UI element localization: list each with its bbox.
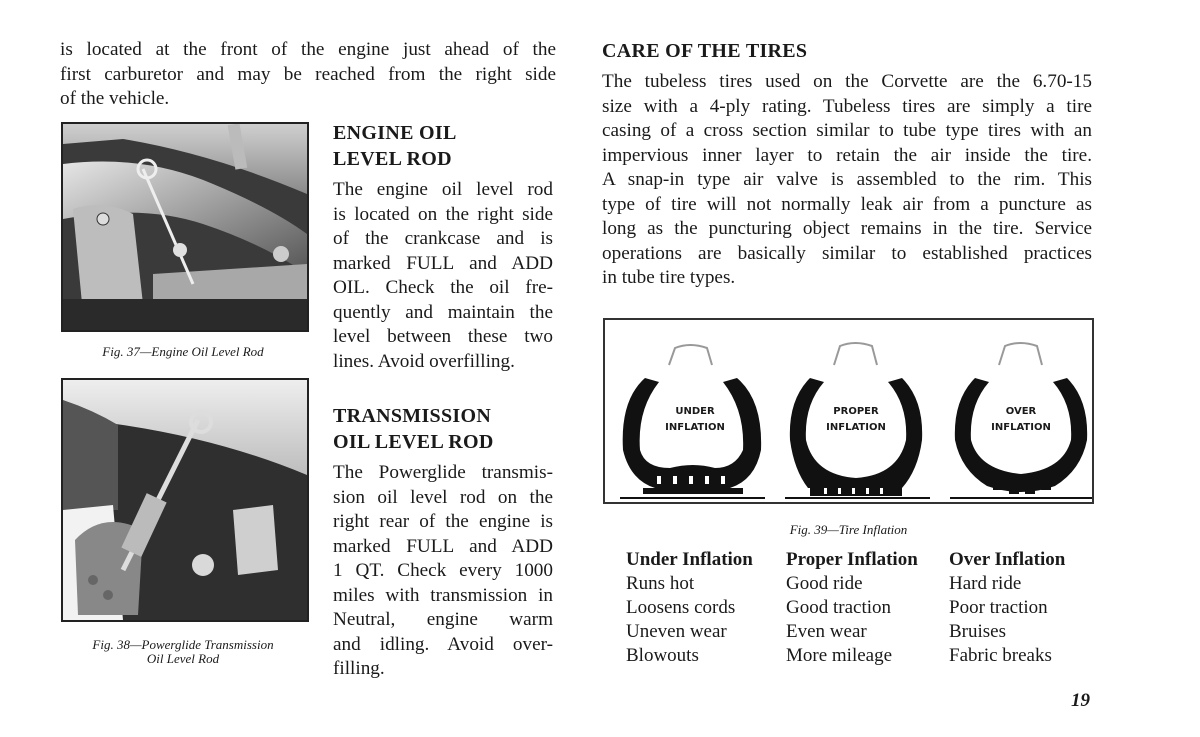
engine-oil-line: of the crankcase and is xyxy=(333,228,553,249)
engine-oil-line: quently and maintain the xyxy=(333,301,553,323)
fig38-caption xyxy=(61,638,305,666)
table-cell: Poor traction xyxy=(949,597,1048,618)
table-cell: Good traction xyxy=(786,597,892,618)
fig37-caption: Fig. 37—Engine Oil Level Rod xyxy=(102,344,264,359)
table-cell: Loosens cords xyxy=(626,597,736,618)
tires-line: The tubeless tires used on the Corvette are the 6.70-15 xyxy=(602,71,1092,92)
table-cell: Hard ride xyxy=(949,573,1022,594)
tires-line: long as the puncturing object remains in the tire. Service xyxy=(602,218,1092,239)
tires-line: operations are basically similar to established practices xyxy=(602,242,1092,264)
page-number: 19 xyxy=(1071,690,1090,711)
engine-oil-line: The engine oil level rod xyxy=(333,179,553,200)
intro-line: is located at the front of the engine just ahead of the xyxy=(60,39,556,60)
table-cell: Even wear xyxy=(786,621,867,642)
engine-oil-heading: ENGINE OIL xyxy=(333,122,457,144)
intro-paragraph xyxy=(60,38,556,112)
proper-inflation-label xyxy=(791,404,921,436)
fig37-engine-oil-rod-photo xyxy=(61,122,309,332)
transmission-line: Neutral, engine warm xyxy=(333,609,553,630)
over-inflation-label xyxy=(956,404,1086,436)
table-cell: Uneven wear xyxy=(626,621,727,642)
engine-oil-heading: LEVEL ROD xyxy=(333,148,452,170)
tire-label-line: PROPER xyxy=(833,406,879,417)
transmission-section xyxy=(333,403,553,682)
tires-line: casing of a cross section similar to tube type tires with an xyxy=(602,120,1092,141)
engine-oil-line: marked FULL and ADD xyxy=(333,252,553,274)
intro-line: first carburetor and may be reached from the right side xyxy=(60,63,556,85)
tire-label-line: INFLATION xyxy=(665,422,725,433)
tires-section xyxy=(602,38,1092,291)
transmission-heading: TRANSMISSION xyxy=(333,405,492,427)
table-cell: Good ride xyxy=(786,573,863,594)
tire-label-line: INFLATION xyxy=(826,422,886,433)
engine-oil-line: is located on the right side xyxy=(333,203,553,225)
engine-oil-line: lines. Avoid overfilling. xyxy=(333,350,515,372)
transmission-line: right rear of the engine is xyxy=(333,511,553,532)
tires-line: type of tire will not normally leak air from a puncture as xyxy=(602,193,1092,215)
tires-line: impervious inner layer to retain the air inside the tire. xyxy=(602,144,1092,166)
intro-line: of the vehicle. xyxy=(60,88,170,109)
transmission-line: sion oil level rod on the xyxy=(333,486,553,508)
transmission-line: miles with transmission in xyxy=(333,584,553,606)
table-header: Over Inflation xyxy=(949,549,1066,570)
transmission-photo-illustration xyxy=(63,380,307,620)
table-header: Under Inflation xyxy=(626,549,753,570)
tire-label-line: UNDER xyxy=(675,406,715,417)
engine-oil-line: level between these two xyxy=(333,326,553,347)
tires-line: in tube tire types. xyxy=(602,267,736,288)
table-cell: Bruises xyxy=(949,621,1006,642)
tires-line: A snap-in type air valve is assembled to the rim. This xyxy=(602,169,1092,190)
tire-label-line: OVER xyxy=(1005,406,1037,417)
tire-label-line: INFLATION xyxy=(991,422,1051,433)
table-cell: More mileage xyxy=(786,645,893,666)
fig38-caption-line: Oil Level Rod xyxy=(146,651,220,666)
inflation-table-col-under xyxy=(626,548,753,668)
under-inflation-label xyxy=(630,404,760,436)
fig38-caption-line: Fig. 38—Powerglide Transmission xyxy=(92,637,274,652)
engine-oil-line: OIL. Check the oil fre- xyxy=(333,277,553,298)
transmission-line: The Powerglide transmis- xyxy=(333,462,553,483)
transmission-line: 1 QT. Check every 1000 xyxy=(333,560,553,581)
table-cell: Runs hot xyxy=(626,573,695,594)
transmission-line: marked FULL and ADD xyxy=(333,535,553,557)
transmission-heading: OIL LEVEL ROD xyxy=(333,431,494,453)
inflation-table-col-proper xyxy=(786,548,918,668)
transmission-line: and idling. Avoid over- xyxy=(333,633,553,655)
table-cell: Blowouts xyxy=(626,645,699,666)
engine-oil-section xyxy=(333,120,553,374)
tires-heading: CARE OF THE TIRES xyxy=(602,40,808,62)
tires-line: size with a 4-ply rating. Tubeless tires are simply a tire xyxy=(602,95,1092,117)
fig39-caption: Fig. 39—Tire Inflation xyxy=(789,522,908,537)
table-header: Proper Inflation xyxy=(786,549,918,570)
engine-photo-illustration xyxy=(63,124,307,330)
transmission-line: filling. xyxy=(333,658,385,679)
inflation-table-col-over xyxy=(949,548,1065,668)
fig39-tire-inflation-diagram xyxy=(603,318,1094,504)
fig38-transmission-rod-photo xyxy=(61,378,309,622)
table-cell: Fabric breaks xyxy=(949,645,1052,666)
